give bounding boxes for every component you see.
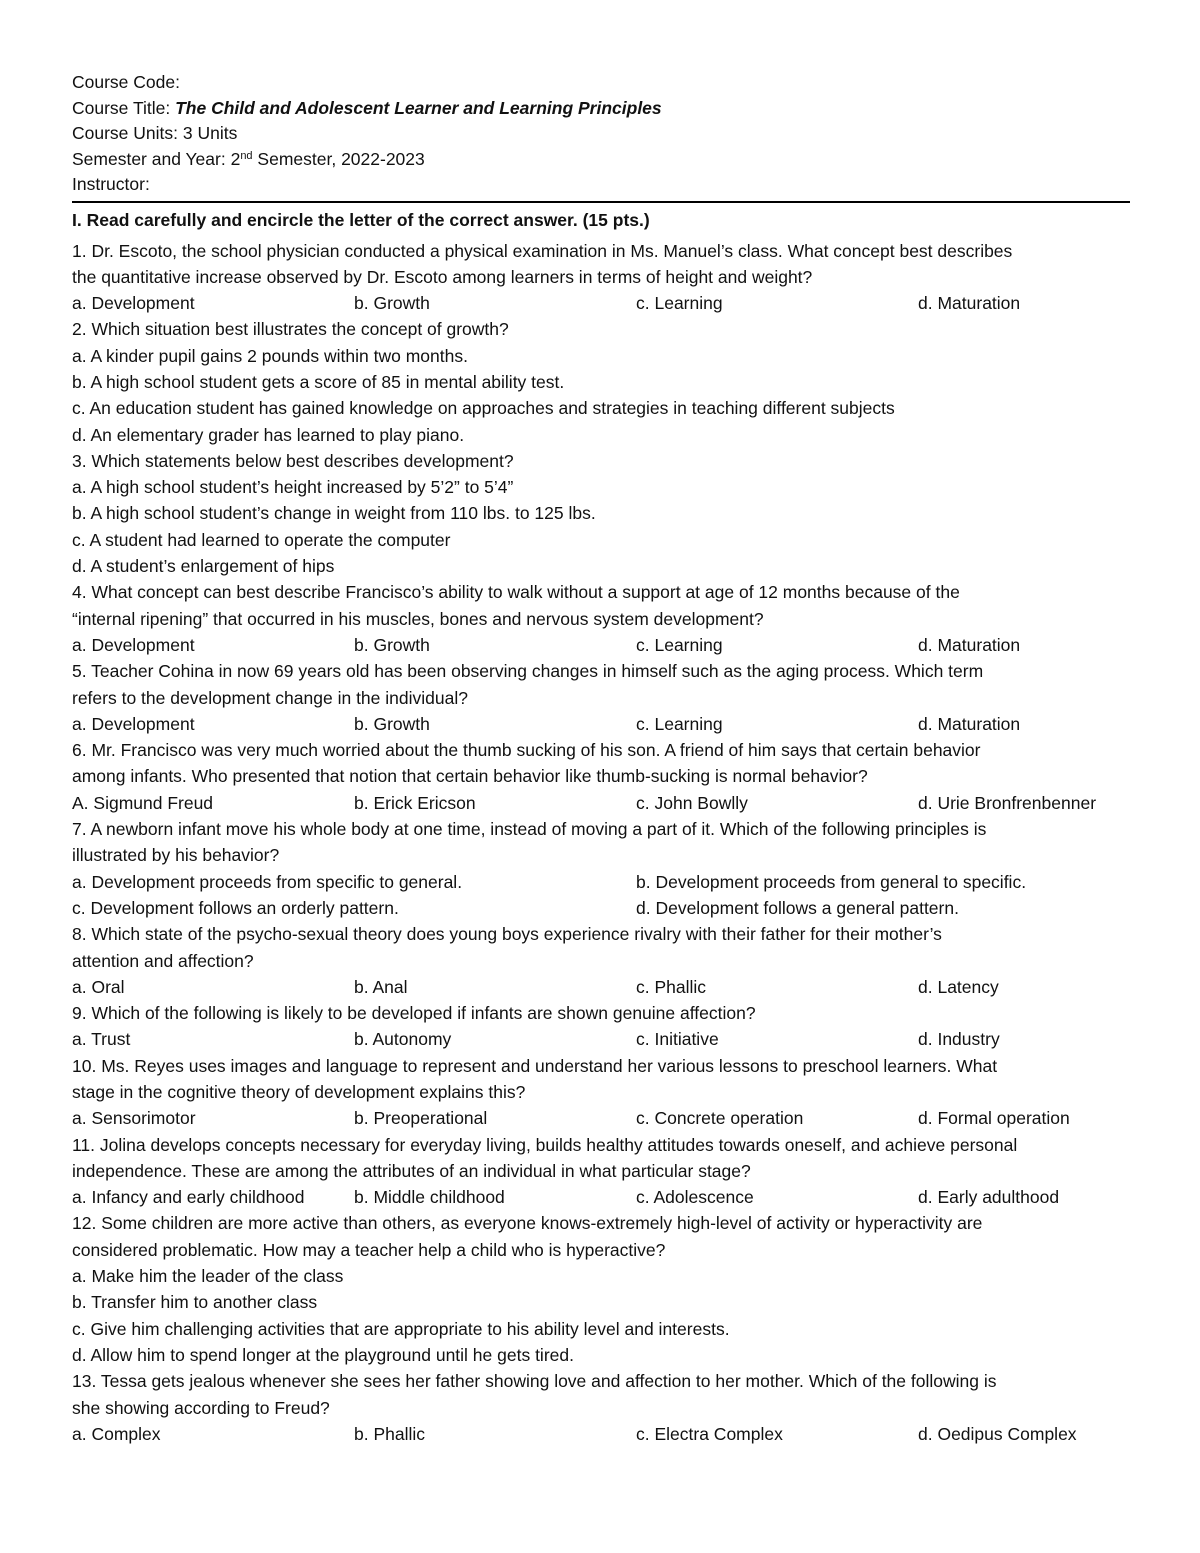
option-d[interactable]: d. Development follows a general pattern. — [636, 897, 959, 918]
question-text: among infants. Who presented that notion that certain behavior like thumb-sucking is normal behavior? — [72, 766, 868, 787]
question-text: illustrated by his behavior? — [72, 845, 280, 866]
option-b[interactable]: b. Phallic — [354, 1423, 426, 1444]
option-c[interactable]: c. Development follows an orderly pattern. — [72, 897, 399, 918]
instructions: I. Read carefully and encircle the letter of the correct answer. (15 pts.) — [72, 209, 650, 230]
option-b[interactable]: b. Preoperational — [354, 1108, 488, 1129]
option-b[interactable]: b. Transfer him to another class — [72, 1292, 318, 1313]
question-5 — [72, 658, 1130, 737]
options-row — [72, 632, 1130, 658]
course-code: Course Code: — [72, 72, 180, 92]
option-a[interactable]: a. Development proceeds from specific to general. — [72, 871, 463, 892]
question-text: stage in the cognitive theory of development explains this? — [72, 1082, 526, 1102]
option-d[interactable]: d. An elementary grader has learned to play piano. — [72, 424, 465, 445]
question-7 — [72, 816, 1130, 921]
option-d[interactable]: d. Maturation — [918, 713, 1021, 734]
question-text: 1. Dr. Escoto, the school physician conducted a physical examination in Ms. Manuel’s class. What concept best describes — [72, 240, 1013, 261]
course-title — [72, 96, 1130, 122]
option-a[interactable]: a. A high school student’s height increased by 5’2” to 5’4” — [72, 477, 514, 498]
question-8 — [72, 921, 1130, 1000]
question-9 — [72, 1000, 1130, 1053]
semester-prefix: Semester and Year: 2 — [72, 148, 241, 169]
option-b[interactable]: b. Growth — [354, 713, 430, 734]
option-d[interactable]: d. Maturation — [918, 293, 1021, 314]
instructor: Instructor: — [72, 174, 150, 194]
option-c[interactable]: c. Learning — [636, 634, 723, 655]
question-text: 10. Ms. Reyes uses images and language to represent and understand her various lessons to preschool learners. What — [72, 1055, 998, 1076]
option-b[interactable]: b. Growth — [354, 293, 430, 314]
question-text: attention and affection? — [72, 950, 254, 971]
question-text: the quantitative increase observed by Dr. Escoto among learners in terms of height and weight? — [72, 266, 813, 287]
option-d[interactable]: d. A student’s enlargement of hips — [72, 556, 335, 577]
question-text: 11. Jolina develops concepts necessary for everyday living, builds healthy attitudes towards oneself, and achieve personal — [72, 1134, 1018, 1155]
option-d[interactable]: d. Latency — [918, 976, 999, 997]
question-1 — [72, 238, 1130, 317]
options-row — [72, 1184, 1130, 1210]
semester-suffix: Semester, 2022-2023 — [252, 148, 425, 169]
options-row — [72, 895, 1130, 921]
option-b[interactable]: b. Autonomy — [354, 1029, 452, 1050]
semester-year — [72, 147, 1130, 173]
question-text: 2. Which situation best illustrates the concept of growth? — [72, 319, 509, 340]
question-10 — [72, 1053, 1130, 1132]
option-d[interactable]: d. Industry — [918, 1029, 1000, 1050]
option-a[interactable]: a. A kinder pupil gains 2 pounds within two months. — [72, 345, 468, 366]
course-units: Course Units: 3 Units — [72, 123, 238, 143]
option-d[interactable]: d. Urie Bronfrenbenner — [918, 792, 1097, 813]
option-a[interactable]: a. Make him the leader of the class — [72, 1266, 344, 1287]
question-13 — [72, 1368, 1130, 1447]
options-row — [72, 1026, 1130, 1052]
option-d[interactable]: d. Early adulthood — [918, 1187, 1060, 1208]
options-row — [72, 290, 1130, 316]
option-a[interactable]: a. Development — [72, 293, 195, 314]
option-b[interactable]: b. Anal — [354, 976, 408, 997]
option-c[interactable]: c. Learning — [636, 293, 723, 314]
option-a[interactable]: a. Trust — [72, 1029, 131, 1050]
option-c[interactable]: c. An education student has gained knowledge on approaches and strategies in teaching different subjects — [72, 398, 895, 419]
question-3 — [72, 448, 1130, 579]
question-2 — [72, 316, 1130, 447]
option-c[interactable]: c. Concrete operation — [636, 1108, 804, 1129]
question-text: “internal ripening” that occurred in his muscles, bones and nervous system development? — [72, 608, 764, 629]
options-row — [72, 1421, 1130, 1447]
option-c[interactable]: c. Electra Complex — [636, 1423, 783, 1444]
options-row — [72, 790, 1130, 816]
question-text: 9. Which of the following is likely to be developed if infants are shown genuine affection? — [72, 1003, 756, 1024]
option-c[interactable]: c. Adolescence — [636, 1187, 754, 1208]
options-row — [72, 1105, 1130, 1131]
option-c[interactable]: c. Learning — [636, 713, 723, 734]
option-a[interactable]: a. Oral — [72, 976, 125, 997]
question-text: 8. Which state of the psycho-sexual theory does young boys experience rivalry with their father for their mother’s — [72, 924, 942, 945]
option-b[interactable]: b. Erick Ericson — [354, 792, 476, 813]
options-row — [72, 869, 1130, 895]
question-text: 4. What concept can best describe Francisco’s ability to walk without a support at age of 12 months because of the — [72, 582, 960, 603]
question-text: 5. Teacher Cohina in now 69 years old has been observing changes in himself such as the aging process. Which term — [72, 661, 984, 682]
question-text: considered problematic. How may a teacher help a child who is hyperactive? — [72, 1239, 666, 1260]
question-4 — [72, 579, 1130, 658]
question-text: 7. A newborn infant move his whole body at one time, instead of moving a part of it. Which of the following principles is — [72, 819, 987, 840]
question-text: independence. These are among the attributes of an individual in what particular stage? — [72, 1160, 751, 1181]
option-b[interactable]: b. A high school student gets a score of 85 in mental ability test. — [72, 371, 565, 392]
option-d[interactable]: d. Maturation — [918, 634, 1021, 655]
question-text: 12. Some children are more active than others, as everyone knows-extremely high-level of activity or hyperactivity are — [72, 1213, 983, 1234]
course-header — [72, 70, 1130, 198]
question-text: 13. Tessa gets jealous whenever she sees her father showing love and affection to her mother. Which of the following is — [72, 1371, 997, 1392]
option-a[interactable]: a. Infancy and early childhood — [72, 1187, 305, 1208]
semester-superscript: nd — [240, 149, 253, 162]
question-12 — [72, 1210, 1130, 1368]
question-6 — [72, 737, 1130, 816]
option-a[interactable]: a. Development — [72, 713, 195, 734]
question-text: refers to the development change in the individual? — [72, 687, 468, 708]
option-d[interactable]: d. Formal operation — [918, 1108, 1070, 1129]
exam-page — [72, 70, 1130, 1447]
option-a[interactable]: a. Complex — [72, 1423, 161, 1444]
course-title-label: Course Title: — [72, 97, 176, 118]
option-c[interactable]: c. Phallic — [636, 976, 707, 997]
option-a[interactable]: A. Sigmund Freud — [72, 792, 214, 813]
option-a[interactable]: a. Sensorimotor — [72, 1108, 196, 1129]
option-b[interactable]: b. Development proceeds from general to specific. — [636, 871, 1027, 892]
option-b[interactable]: b. A high school student’s change in weight from 110 lbs. to 125 lbs. — [72, 503, 596, 524]
options-row — [72, 711, 1130, 737]
question-11 — [72, 1132, 1130, 1211]
option-b[interactable]: b. Middle childhood — [354, 1187, 505, 1208]
option-b[interactable]: b. Growth — [354, 634, 430, 655]
course-title-value: The Child and Adolescent Learner and Learning Principles — [175, 97, 662, 118]
option-c[interactable]: c. Give him challenging activities that are appropriate to his ability level and interests. — [72, 1318, 730, 1339]
option-d[interactable]: d. Oedipus Complex — [918, 1423, 1077, 1444]
question-text: she showing according to Freud? — [72, 1397, 330, 1418]
options-row — [72, 974, 1130, 1000]
question-text: 6. Mr. Francisco was very much worried about the thumb sucking of his son. A friend of him says that certain behavior — [72, 740, 981, 761]
option-c[interactable]: c. Initiative — [636, 1029, 719, 1050]
question-text: 3. Which statements below best describes development? — [72, 450, 514, 471]
option-c[interactable]: c. A student had learned to operate the computer — [72, 529, 451, 550]
option-c[interactable]: c. John Bowlly — [636, 792, 748, 813]
option-d[interactable]: d. Allow him to spend longer at the playground until he gets tired. — [72, 1344, 574, 1365]
option-a[interactable]: a. Development — [72, 634, 195, 655]
